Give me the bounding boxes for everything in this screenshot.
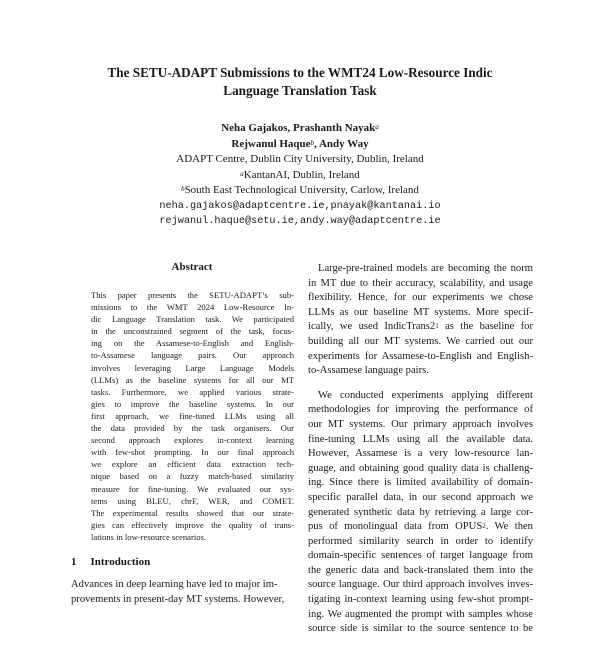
affiliation-3 xyxy=(120,183,480,199)
text-line: We conducted experiments applying different xyxy=(318,389,533,401)
text-line: source side is similar to the source sentence to be xyxy=(308,623,533,635)
email-line-2: rejwanul.haque@setu.ie,andy.way@adaptcentre.ie xyxy=(159,216,441,227)
abstract-heading: Abstract xyxy=(171,261,213,273)
text-line: LLMs as our baseline MT systems. More specif- xyxy=(308,306,533,318)
section-title: Introduction xyxy=(90,556,151,568)
text-line: building all our MT systems. We carried out our xyxy=(308,335,533,347)
abstract-line: involves leveraging Large Language Models xyxy=(91,362,294,373)
text-line: guage, and obtaining good quality data is challeng- xyxy=(308,462,533,474)
abstract-line: gies can effectively improve the quality of trans- xyxy=(91,519,294,530)
text-line: ing. Since there is limited availability of domain- xyxy=(308,477,533,489)
text-line: tigating in-context learning using few-shot prompt- xyxy=(308,594,533,606)
text-line: fine-tuning LLMs using all the available data. xyxy=(308,433,533,445)
text-line: specific parallel data, in our second approach we xyxy=(308,491,533,503)
abstract-line: dic Language Translation task. We participated xyxy=(91,314,294,325)
author-block xyxy=(120,121,480,230)
affil-mark-b: b xyxy=(310,138,315,147)
footnote-mark-1: 1 xyxy=(435,322,439,331)
abstract-body xyxy=(91,289,294,543)
intro-line-2: provements in present-day MT systems. However, xyxy=(71,593,285,605)
text-line: generated synthetic data by retrieving a large cor- xyxy=(308,506,533,518)
text-line: source language. Our third approach involves inves- xyxy=(308,579,533,591)
text-line: our MT systems. Our primary approach involves xyxy=(308,418,533,430)
affil-2-mark: a xyxy=(240,169,244,178)
affiliation-2 xyxy=(120,168,480,184)
text-line: Large-pre-trained models are becoming the norm xyxy=(318,263,533,274)
text-fragment: . We then xyxy=(485,521,533,533)
abstract-line: with few-shot prompting. In our final approach xyxy=(91,447,294,458)
abstract-line: in the unconstrained segment of the task, focus- xyxy=(91,326,294,337)
text-line: to-Assamese language pairs. xyxy=(308,365,429,377)
title-line-2: Language Translation Task xyxy=(223,83,377,98)
abstract-line: tems using BLEU, chrF, WER, and COMET. xyxy=(91,495,294,506)
abstract-line: second approach explores in-context learning xyxy=(91,435,294,446)
abstract-line: missions to the WMT 2024 Low-Resource In- xyxy=(91,302,294,313)
right-column xyxy=(308,262,533,647)
text-line: methodologies for improving the performance of xyxy=(308,404,533,416)
title-line-1: The SETU-ADAPT Submissions to the WMT24 Low-Resource Indic xyxy=(107,65,493,80)
paper-title xyxy=(60,64,540,100)
affil-3-mark: b xyxy=(181,185,185,193)
abstract-line: nique based on a fuzzy match-based similarity xyxy=(91,471,294,482)
abstract-line: to-Assamese language pairs. Our approach xyxy=(91,350,294,361)
introduction-text xyxy=(71,578,311,607)
text-line: domain-specific sentences of target language from xyxy=(308,550,533,562)
section-heading-introduction xyxy=(71,556,164,568)
author-line-1 xyxy=(120,121,480,137)
affil-mark-a: a xyxy=(375,123,379,131)
abstract-line: (LLMs) as the baseline systems for all our MT xyxy=(91,374,294,385)
abstract-line: lations in low-resource scenarios. xyxy=(91,531,207,542)
abstract-line: the data provided by the task organisers. Our xyxy=(91,423,294,434)
text-line: experiments for Assamese-to-English and English- xyxy=(308,350,533,362)
text-line xyxy=(308,520,533,535)
text-fragment: pus of monolingual data from OPUS xyxy=(308,521,483,533)
text-line: performed similarity search in order to identify xyxy=(308,535,533,547)
author-name-haque: Rejwanul Haque xyxy=(231,137,311,150)
text-line xyxy=(308,320,533,335)
text-fragment: ically, we used IndicTrans2 xyxy=(308,321,436,333)
author-names-1: Neha Gajakos, Prashanth Nayak xyxy=(221,122,376,134)
text-fragment: as the baseline for xyxy=(445,321,533,333)
text-line: flexibility. Hence, for our experiments we chose xyxy=(308,292,533,304)
abstract-line: we explore an efficient data extraction tech- xyxy=(91,459,294,470)
abstract-line: measure for fine-tuning. We evaluated our sys- xyxy=(91,483,294,494)
affiliation-3-text: South East Technological University, Carlow, Ireland xyxy=(184,184,419,196)
text-line: However, Assamese is a very low-resource lan- xyxy=(308,448,533,460)
affiliation-1: ADAPT Centre, Dublin City University, Dublin, Ireland xyxy=(176,153,424,165)
paragraph-llm-baseline xyxy=(308,262,533,379)
intro-line-1: Advances in deep learning have led to major im- xyxy=(71,579,278,590)
abstract-line: ing on the Assamese-to-English and English- xyxy=(91,338,294,349)
abstract-line: tasks. Furthermore, we applied various strate- xyxy=(91,386,294,397)
affiliation-2-text: KantanAI, Dublin, Ireland xyxy=(243,168,360,181)
abstract-line: This paper presents the SETU-ADAPT’s sub- xyxy=(91,290,294,300)
email-line-1: neha.gajakos@adaptcentre.ie,pnayak@kantanai.io xyxy=(159,200,441,212)
author-line-2 xyxy=(120,137,480,153)
author-name-way: , Andy Way xyxy=(314,137,369,150)
abstract-line: first approach, we fine-tuned LLMs using all xyxy=(91,410,294,421)
footnote-mark-2: 2 xyxy=(482,522,486,531)
abstract-line: The experimental results showed that our strate- xyxy=(91,507,294,518)
text-line: ing. We augmented the prompt with samples whose xyxy=(308,608,533,620)
text-line: the generic data and back-translated them into the xyxy=(308,564,533,576)
abstract-line: gies to improve the baseline systems. In our xyxy=(91,398,294,409)
text-line: in MT due to their accuracy, scalability, and usage xyxy=(308,277,533,289)
section-number: 1 xyxy=(71,556,77,568)
